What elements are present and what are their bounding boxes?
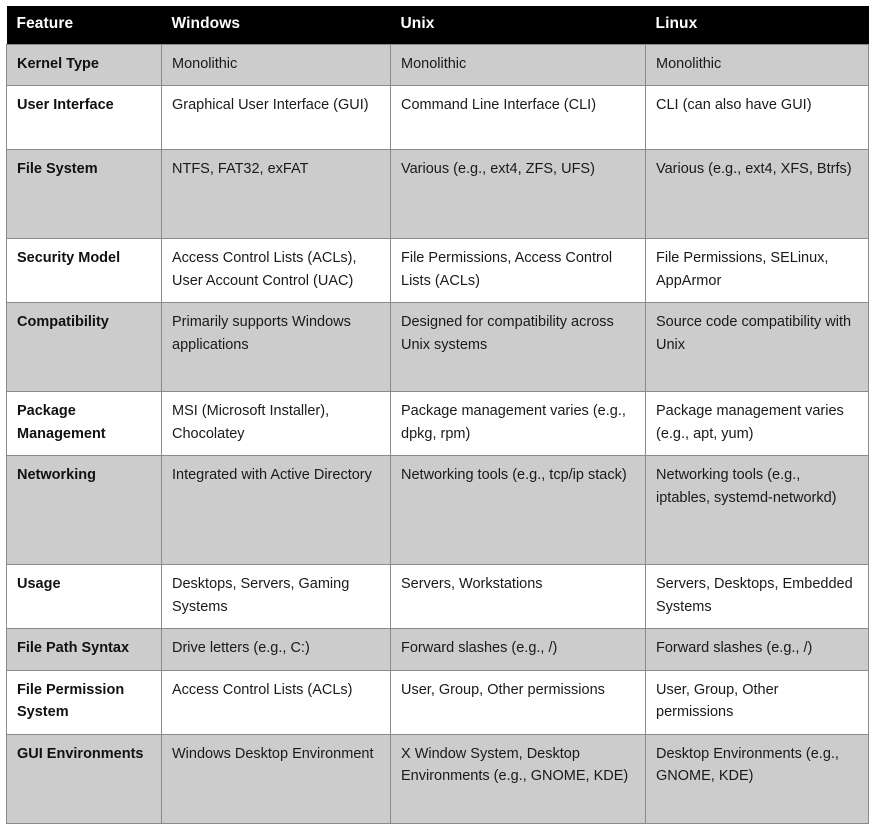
cell-unix: Monolithic — [391, 45, 646, 86]
cell-linux: Desktop Environments (e.g., GNOME, KDE) — [646, 734, 869, 823]
table-row — [7, 670, 869, 734]
cell-feature: File Path Syntax — [7, 629, 162, 670]
cell-windows: MSI (Microsoft Installer), Chocolatey — [162, 392, 391, 456]
cell-unix: Package management varies (e.g., dpkg, rpm) — [391, 392, 646, 456]
cell-windows: Drive letters (e.g., C:) — [162, 629, 391, 670]
comparison-table-container — [6, 6, 868, 824]
cell-feature: Kernel Type — [7, 45, 162, 86]
cell-unix: Forward slashes (e.g., /) — [391, 629, 646, 670]
cell-unix: Servers, Workstations — [391, 565, 646, 629]
cell-linux: Monolithic — [646, 45, 869, 86]
cell-unix: Designed for compatibility across Unix systems — [391, 303, 646, 392]
table-row — [7, 565, 869, 629]
cell-unix: File Permissions, Access Control Lists (ACLs) — [391, 239, 646, 303]
cell-windows: Primarily supports Windows applications — [162, 303, 391, 392]
cell-linux: Various (e.g., ext4, XFS, Btrfs) — [646, 150, 869, 239]
table-row — [7, 456, 869, 565]
cell-windows: Windows Desktop Environment — [162, 734, 391, 823]
cell-linux: Source code compatibility with Unix — [646, 303, 869, 392]
column-header-feature: Feature — [7, 6, 162, 45]
cell-linux: User, Group, Other permissions — [646, 670, 869, 734]
table-body — [7, 45, 869, 824]
column-header-unix: Unix — [391, 6, 646, 45]
cell-windows: Monolithic — [162, 45, 391, 86]
table-row — [7, 45, 869, 86]
table-row — [7, 86, 869, 150]
table-row — [7, 734, 869, 823]
cell-windows: Access Control Lists (ACLs), User Account Control (UAC) — [162, 239, 391, 303]
cell-feature: File Permission System — [7, 670, 162, 734]
table-row — [7, 303, 869, 392]
table-header-row — [7, 6, 869, 45]
cell-linux: File Permissions, SELinux, AppArmor — [646, 239, 869, 303]
cell-feature: Networking — [7, 456, 162, 565]
cell-windows: Graphical User Interface (GUI) — [162, 86, 391, 150]
cell-unix: User, Group, Other permissions — [391, 670, 646, 734]
column-header-linux: Linux — [646, 6, 869, 45]
cell-linux: Forward slashes (e.g., /) — [646, 629, 869, 670]
table-row — [7, 629, 869, 670]
os-comparison-table — [6, 6, 869, 824]
cell-feature: GUI Environments — [7, 734, 162, 823]
cell-feature: User Interface — [7, 86, 162, 150]
cell-unix: Various (e.g., ext4, ZFS, UFS) — [391, 150, 646, 239]
cell-unix: Command Line Interface (CLI) — [391, 86, 646, 150]
cell-feature: File System — [7, 150, 162, 239]
cell-linux: CLI (can also have GUI) — [646, 86, 869, 150]
column-header-windows: Windows — [162, 6, 391, 45]
cell-feature: Usage — [7, 565, 162, 629]
cell-linux: Package management varies (e.g., apt, yum) — [646, 392, 869, 456]
cell-windows: Desktops, Servers, Gaming Systems — [162, 565, 391, 629]
cell-unix: X Window System, Desktop Environments (e.g., GNOME, KDE) — [391, 734, 646, 823]
cell-windows: Access Control Lists (ACLs) — [162, 670, 391, 734]
cell-feature: Security Model — [7, 239, 162, 303]
table-row — [7, 239, 869, 303]
cell-feature: Compatibility — [7, 303, 162, 392]
cell-linux: Servers, Desktops, Embedded Systems — [646, 565, 869, 629]
table-row — [7, 150, 869, 239]
cell-windows: Integrated with Active Directory — [162, 456, 391, 565]
cell-windows: NTFS, FAT32, exFAT — [162, 150, 391, 239]
cell-feature: Package Management — [7, 392, 162, 456]
table-header — [7, 6, 869, 45]
cell-linux: Networking tools (e.g., iptables, systemd-networkd) — [646, 456, 869, 565]
cell-unix: Networking tools (e.g., tcp/ip stack) — [391, 456, 646, 565]
table-row — [7, 392, 869, 456]
